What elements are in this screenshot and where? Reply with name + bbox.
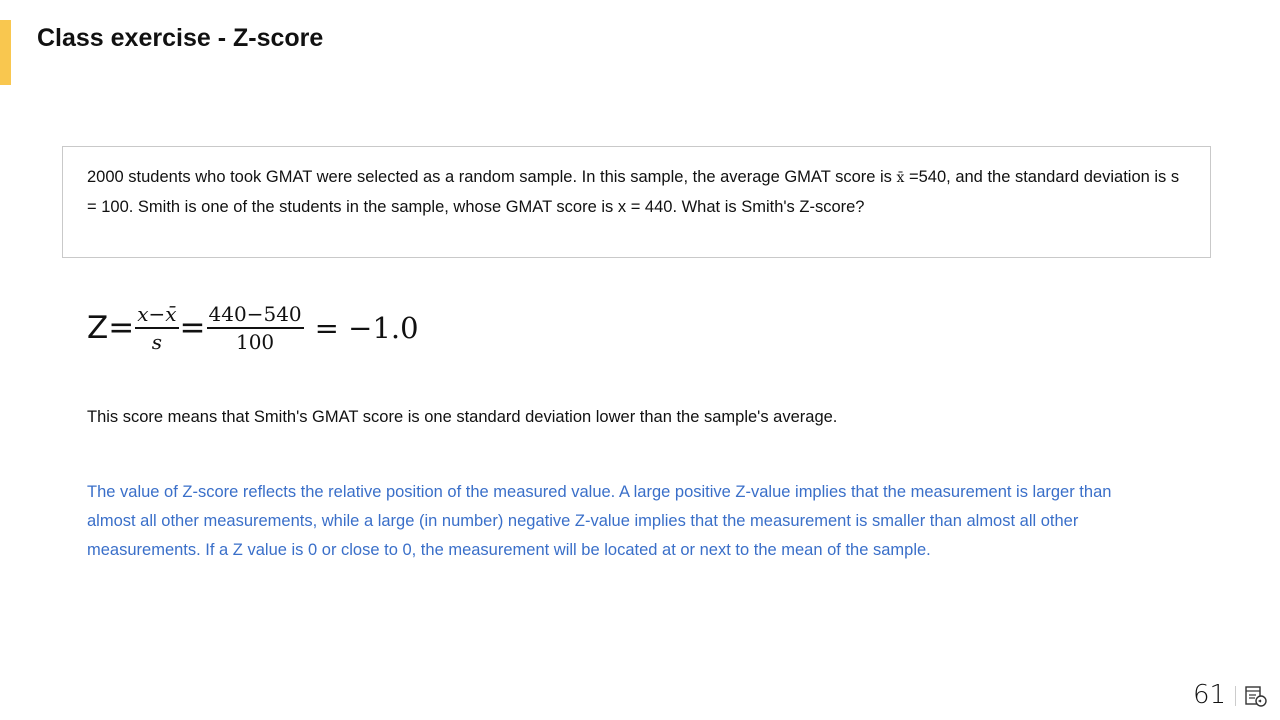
problem-text-part1: 2000 students who took GMAT were selected as a random sample. In this sample, the average GMAT score is: [87, 168, 897, 186]
problem-text-part2: =540, and the standard deviation is s = 100. Smith is one of the students in the sample, whose GMAT score is x = 440. What is Smith's Z-score?: [87, 168, 1180, 216]
fraction-numerator-numeric: 440−540: [208, 302, 302, 326]
fraction-denominator-numeric: 100: [235, 330, 275, 354]
problem-text: [87, 163, 1187, 222]
formula-fraction-symbolic: [135, 301, 178, 355]
page-number-divider: [1235, 686, 1236, 706]
explanation-text: The value of Z-score reflects the relative position of the measured value. A large positive Z-value implies that the measurement is larger than almost all other measurements, while a large (in number) negative Z-value implies that the measurement is smaller than almost all other measurements. If a Z value is 0 or close to 0, the measurement will be located at or next to the mean of the sample.: [87, 483, 1112, 559]
fraction-denominator-symbolic: s: [151, 330, 163, 354]
title-accent-bar: [0, 20, 11, 85]
fraction-numerator-symbolic: x−x̄: [137, 302, 177, 326]
formula-fraction-numeric: [207, 301, 304, 355]
z-score-formula: [87, 296, 419, 360]
formula-result: = −1.0: [314, 311, 419, 345]
xbar-symbol: x̄: [896, 170, 905, 186]
notes-icon[interactable]: [1244, 685, 1268, 707]
formula-equals: =: [179, 310, 206, 346]
slide-title: Class exercise - Z-score: [37, 24, 324, 52]
formula-z-label: Z=: [87, 310, 135, 346]
problem-box: [62, 146, 1211, 258]
page-number: 61: [1193, 680, 1227, 710]
meaning-text: This score means that Smith's GMAT score is one standard deviation lower than the sample's average.: [87, 408, 838, 426]
